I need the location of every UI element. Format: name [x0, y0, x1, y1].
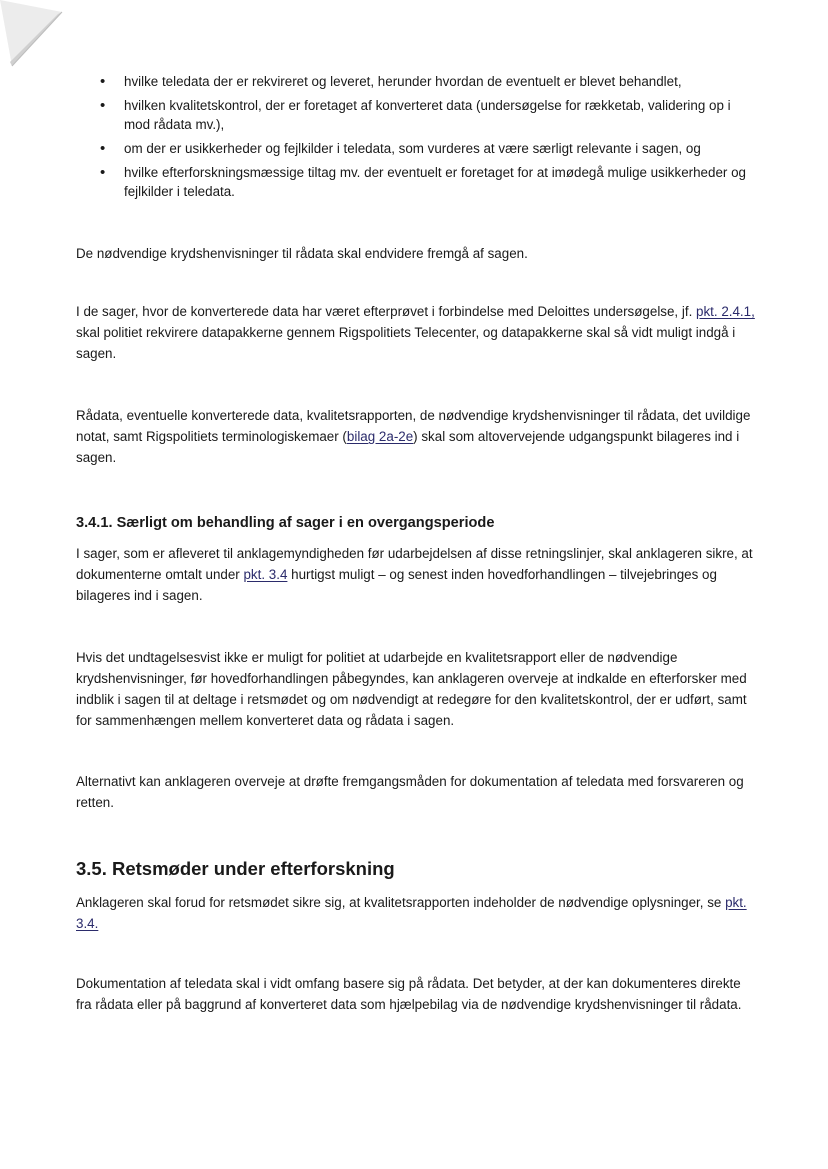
link-pkt-2-4-1[interactable]: pkt. 2.4.1, — [696, 304, 755, 319]
paragraph-retsmoedet: Anklageren skal forud for retsmødet sikre sig, at kvalitetsrapporten indeholder de nødvendige oplysninger, se pkt. 3.4. — [76, 895, 747, 931]
section-heading-3-5: 3.5. Retsmøder under efterforskning — [76, 858, 395, 879]
paragraph-overgangsperiode: I sager, som er afleveret til anklagemyndigheden før udarbejdelsen af disse retningslinjer, skal anklageren sikre, at dokumenterne omtalt under pkt. 3.4 hurtigst muligt – og senest inden hovedforhandlingen – tilvejebringes og bilageres ind i sagen. — [76, 546, 753, 603]
list-item: • hvilken kvalitetskontrol, der er foretaget af konverteret data (undersøgelse for rækketab, validering op i mod rådata mv.), — [100, 97, 731, 132]
list-item: • om der er usikkerheder og fejlkilder i teledata, som vurderes at være særligt relevante i sagen, og — [100, 140, 701, 157]
paragraph-cross-references: De nødvendige krydshenvisninger til rådata skal endvidere fremgå af sagen. — [76, 246, 528, 261]
paragraph-undtagelsesvist: Hvis det undtagelsesvist ikke er muligt for politiet at udarbejde en kvalitetsrapport eller de nødvendige krydshenvisninger, før hovedforhandlingen påbegyndes, kan anklageren overveje at indkalde en efterforsker med indblik i sagen til at deltage i retsmødet og om nødvendigt at redegøre for den kvalitetskontrol, der er udført, samt for sammenhængen mellem konverteret data og rådata i sagen. — [76, 650, 747, 728]
paragraph-deloitte: I de sager, hvor de konverterede data har været efterprøvet i forbindelse med Deloittes undersøgelse, jf. pkt. 2.4.1, skal politiet rekvirere datapakkerne gennem Rigspolitiets Telecenter, og datapakkerne skal så vidt muligt indgå i sagen. — [76, 304, 755, 361]
paragraph-dokumentation: Dokumentation af teledata skal i vidt omfang basere sig på rådata. Det betyder, at der kan dokumenteres direkte fra rådata eller på baggrund af konverteret data som hjælpebilag via de nødvendige krydshenvisninger til rådata. — [76, 976, 742, 1012]
bullet-icon: • — [100, 73, 106, 90]
list-item: • hvilke teledata der er rekvireret og leveret, herunder hvordan de eventuelt er blevet behandlet, — [100, 73, 682, 90]
section-heading-3-4-1: 3.4.1. Særligt om behandling af sager i en overgangsperiode — [76, 515, 495, 531]
link-pkt-3-4[interactable]: pkt. 3.4 — [243, 567, 288, 582]
paragraph-raadata: Rådata, eventuelle konverterede data, kvalitetsrapporten, de nødvendige krydshenvisninger til rådata, det uvildige notat, samt Rigspolitiets terminologiskemaer (bilag 2a-2e) skal som altovervejende udgangspunkt bilageres ind i sagen. — [76, 408, 751, 465]
paragraph-alternativt: Alternativt kan anklageren overveje at drøfte fremgangsmåden for dokumentation af teledata med forsvareren og retten. — [76, 774, 744, 810]
bullet-icon: • — [100, 97, 106, 114]
link-bilag[interactable]: bilag 2a-2e — [346, 429, 414, 444]
bullet-icon: • — [100, 140, 106, 157]
list-item: • hvilke efterforskningsmæssige tiltag mv. der eventuelt er foretaget for at imødegå mulige usikkerheder og fejlkilder i teledata. — [100, 164, 746, 199]
link-pkt-3-4-b[interactable]: pkt. 3.4. — [76, 895, 747, 931]
bullet-list — [98, 72, 758, 206]
bullet-icon: • — [100, 164, 106, 181]
